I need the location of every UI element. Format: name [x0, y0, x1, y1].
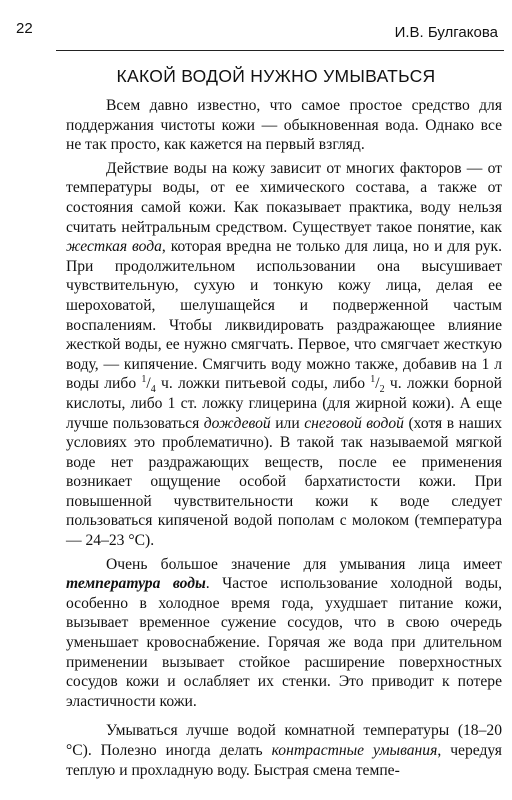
p3-text-b: . Частое использование холодной воды, особенно в холодное время года, ухудшает питание кожи, вызывает временное сужение сосудов, что в свою очередь уменьшает кровоснабжение. Горячая же вода при длительном применении вызывает стойкое расширение поверхностных сосудов кожи и ослабляет их стенки. Это приводит к потере эластичности кожи.: [66, 575, 502, 710]
section-title: КАКОЙ ВОДОЙ НУЖНО УМЫВАТЬСЯ: [116, 66, 436, 86]
p2-text-d: ч. ложки борной кислоты, либо 1 ст. ложку глицерина (для жирной кожи). А еще лучше пользоваться: [66, 375, 503, 432]
running-author: И.В. Булгакова: [394, 24, 498, 41]
term-rain-water: дождевой: [203, 414, 271, 432]
page-number: 22: [16, 20, 33, 37]
term-contrast-washing: контрастные умывания: [271, 742, 438, 759]
fraction-1-denominator: 4: [150, 384, 156, 396]
p4-text-b: , чередуя теплую и прохладную воду. Быстрая смена темпе-: [66, 742, 502, 779]
paragraph-3: [66, 555, 502, 712]
p2-text-c: ч. ложки питьевой соды, либо: [155, 375, 371, 393]
fraction-1-numerator: 1: [141, 374, 147, 386]
p2-text-b: , которая вредна не только для лица, но и для рук. При продолжительном использовании она высушивает чувствительную, сухую и тонкую кожу лица, делая ее шероховатой, шелушащейся и подверженной частым воспалениям. Чтобы ликвидировать раздражающее влияние жесткой воды, ее нужно смягчать. Первое, что смягчает жесткую воду, — кипячение. Смягчить воду можно также, добавив на 1 л воды либо: [66, 238, 502, 393]
term-snow-water: снеговой водой: [304, 414, 404, 432]
body-text: [66, 96, 502, 780]
p4-text-a: Умываться лучше водой комнатной температуры (18–20 °С). Полезно иногда делать: [66, 722, 502, 759]
paragraph-4: [66, 721, 502, 780]
term-water-temperature: температура воды: [66, 575, 206, 593]
fraction-2-numerator: 1: [370, 374, 376, 386]
p3-text-a: Очень большое значение для умывания лица имеет: [106, 555, 502, 573]
fraction-2-denominator: 2: [379, 384, 385, 396]
p2-text-a: Действие воды на кожу зависит от многих факторов — от температуры воды, от ее химического состава, а также от состояния самой кожи. Как показывает практика, воду нельзя считать нейтральным средством. Существует такое понятие, как: [66, 159, 502, 236]
paragraph-1: Всем давно известно, что самое простое средство для поддержания чистоты кожи — обыкновенная вода. Однако все не так просто, как кажется на первый взгляд.: [66, 97, 502, 154]
p2-text-e: или: [270, 414, 305, 432]
p2-text-f: (хотя в наших условиях это проблематично). В такой так называемой мягкой воде нет раздражающих веществ, после ее применения возникает ощущение особой бархатистости кожи. При повышенной чувствительности кожи к воде следует пользоваться кипяченой водой пополам с молоком (температура — 24–23 °С).: [66, 414, 502, 550]
term-hard-water: жесткая вода: [66, 238, 162, 256]
paragraph-2: Действие воды на кожу зависит от многих факторов — от температуры воды, от ее химического состава, а также от состояния самой кожи. Как показывает практика, воду нельзя считать нейтральным средством. Существует такое понятие, как жесткая вода, которая вредна не только для лица, но и для рук. При продолжительном использовании она высушивает чувствительную, сухую и тонкую кожу лица, делая ее шероховатой, шелушащейся и подверженной частым воспалениям. Чтобы ликвидировать раздражающее влияние жесткой воды, ее нужно смягчать. Первое, что смягчает жесткую воду, — кипячение. Смягчить воду можно также, добавив на 1 л воды либо $^1/_4$ ч. ложки питьевой соды, либо $^1/_2$ ч. ложки борной кислоты, либо 1 ст. ложку глицерина (для жирной кожи). А еще лучше пользоваться дождевой или снеговой водой (хотя в наших условиях это проблематично). В такой так называемой мягкой воде нет раздражающих веществ, после ее применения возникает ощущение особой бархатистости кожи. При повышенной чувствительности кожи к воде следует пользоваться кипяченой водой пополам с молоком (температура — 24–23 °С).: [66, 159, 503, 550]
